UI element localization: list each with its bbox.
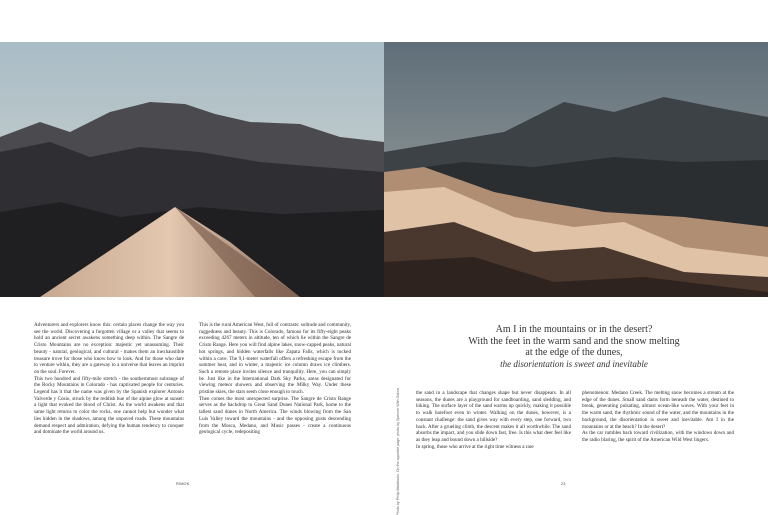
pull-quote-line: at the edge of the dunes, <box>525 347 623 358</box>
folio-left: RIMOK <box>176 482 190 486</box>
pull-quote-line: With the feet in the warm sand and the snow melting <box>468 335 680 347</box>
photo-credit: Photo by Philip Maddocks. On the opposite page, photo by Spencer With Galina <box>396 388 400 515</box>
paragraph: the sand in a landscape that changes shape but never disappears. In all seasons, the dunes are a playground for sandboarding, sand sledding, and hiking. The surface layer of the sand warms up quickly, making it possible to walk barefoot even in winter. Walking on the dunes, however, is a constant challenge: the sand gives way with every step, one forward, two back. After a grueling climb, the descent makes it all worthwhile. The sand absorbs the impact, and you slide down fast, free. Is this what deer feel like as they leap and bound down a hillside? <box>416 390 571 443</box>
left-photo-mountains-dune <box>0 42 384 297</box>
pull-quote-subline: the disorientation is sweet and inevitable <box>500 358 648 369</box>
paragraph: This is the rural American West, full of contrasts: solitude and community, ruggedness and beauty. This is Colorado, famous for its fifty-eight peaks exceeding 4267 meters in altitude, ten of which lie within the Sangre de Cristo Range. Here you will find alpine lakes, snow-capped peaks, natural hot springs, and hidden waterfalls like Zapata Falls, which is tucked within a cave. The 9,1-meter waterfall offers a refreshing escape from the summer heat, and in winter, a majestic ice column draws ice climbers. Such a remote place invites silence and tranquility. Here, you can simply be. Just like in the International Dark Sky Parks, areas designated for viewing meteor showers and observing the Milky Way. Under these pristine skies, the stars seem close enough to touch. <box>199 322 351 396</box>
paragraph: In spring, those who arrive at the right time witness a rare <box>416 443 534 450</box>
paragraph: Then comes the most unexpected surprise. The Sangre de Cristo Range serves as the backdrop to Great Sand Dunes National Park, home to the tallest sand dunes in North America. The winds blowing from the San Luis Valley toward the mountains - and the opposing gusts descending from the Mosca, Medano, and Music passes - create a continuous geological cycle, redepositing <box>199 395 351 436</box>
paragraph: This two hundred and fifty-mile stretch - the southernmost subrange of the Rocky Mountains in Colorado - has captivated people for centuries. Legend has it that the name was given by the Spanish explorer Antonio Valverde y Cosio, struck by the reddish hue of the alpine glow at sunset: a light that evoked the blood of Christ. As the world awakens and that same light returns to color the rocks, one cannot help but wonder what lies hidden in the shadows, among the unpaved roads. These mountains demand respect and admiration, defying the human tendency to conquer and dominate the world around us. <box>34 375 184 436</box>
pull-quote-line: Am I in the mountains or in the desert? <box>495 324 653 335</box>
paragraph: Adventurers and explorers know this: certain places change the way you see the world. Discovering a forgotten village or a valley that seems to hold an ancient secret awakens something deep within. The Sangre de Cristo Mountains are no exception: majestic yet unassuming. Their beauty - natural, geological, and cultural - makes them an inexhaustible treasure trove for those who know how to look. And for those who dare to venture within, they are a gateway to a universe that leaves an imprint on the soul. Forever. <box>34 322 184 375</box>
paragraph: As the car rumbles back toward civilization, with the windows down and the radio blaring, the spirit of the American Wild West lingers. <box>582 430 734 443</box>
article-column-2 <box>199 322 351 436</box>
article-column-1 <box>34 322 184 436</box>
right-photo-illustration <box>384 42 768 297</box>
article-column-4 <box>582 390 734 444</box>
page-number: 23 <box>561 482 566 486</box>
article-column-3 <box>416 390 571 450</box>
right-photo-dune-field <box>384 42 768 297</box>
pull-quote <box>450 324 698 370</box>
paragraph: phenomenon: Medano Creek. The melting snow becomes a stream at the edge of the dunes. Small sand dams form beneath the water, destined to break, generating pulsating, almost ocean-like waves. With your feet in the warm sand, the rhythmic sound of the water, and the mountains in the background, the disorientation is sweet and inevitable. Am I in the mountains or at the beach? In the desert? <box>582 390 734 430</box>
left-photo-illustration <box>0 42 384 297</box>
